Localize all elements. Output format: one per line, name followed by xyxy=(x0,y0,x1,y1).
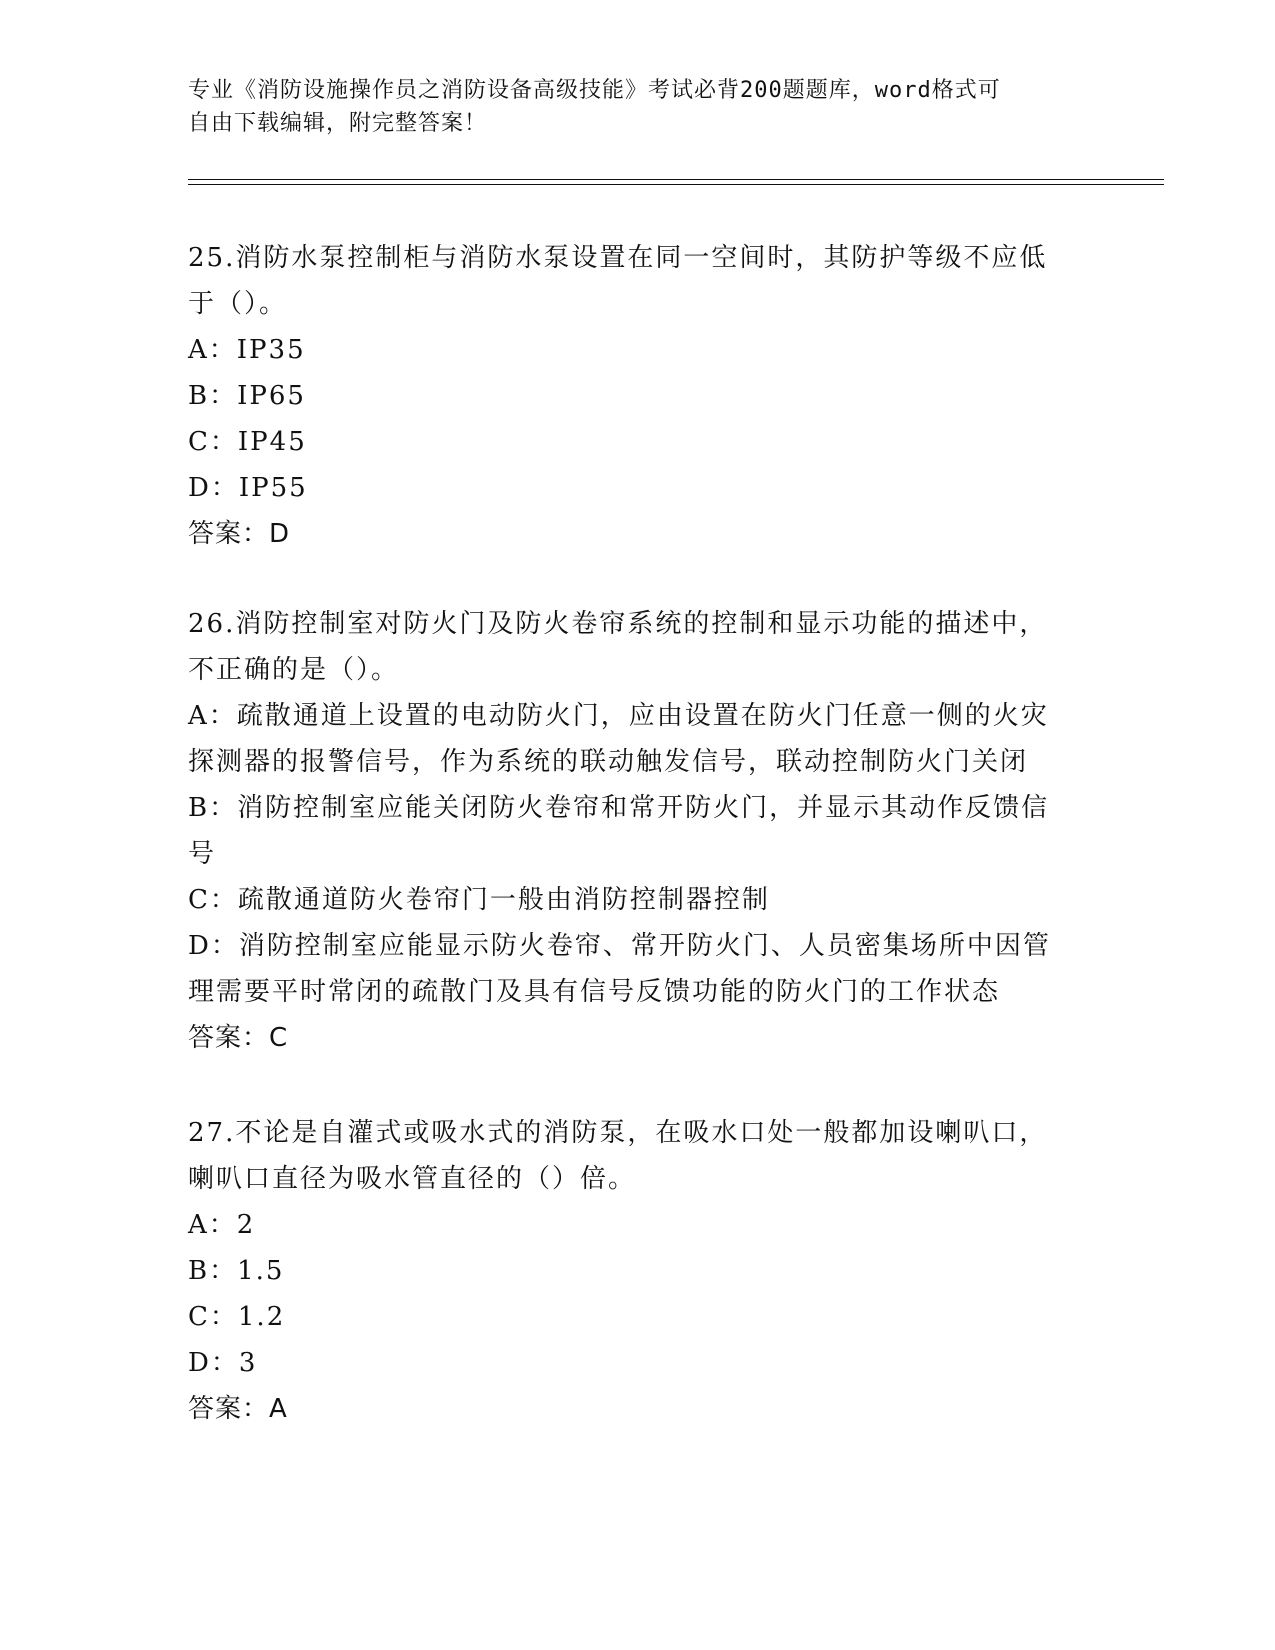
header-divider-bottom xyxy=(188,184,1164,185)
option-d xyxy=(188,465,1088,511)
intro-line-2: 自由下载编辑，附完整答案！ xyxy=(188,111,488,136)
option-d xyxy=(188,923,1088,1015)
question-stem xyxy=(188,235,1088,327)
question-stem xyxy=(188,1110,1088,1202)
question-stem-line: 25.消防水泵控制柜与消防水泵设置在同一空间时，其防护等级不应低 xyxy=(188,243,1048,273)
option-b xyxy=(188,1248,1088,1294)
answer-label: 答案：D xyxy=(188,519,291,549)
option-d xyxy=(188,1340,1088,1386)
option-line: A：疏散通道上设置的电动防火门，应由设置在防火门任意一侧的火灾 xyxy=(188,701,1049,731)
question-26 xyxy=(188,601,1088,1061)
question-27 xyxy=(188,1110,1088,1432)
option-line: 号 xyxy=(188,839,217,869)
question-25 xyxy=(188,235,1088,557)
option-line: B：1.5 xyxy=(188,1256,285,1286)
document-intro xyxy=(188,74,1078,140)
option-line: D：3 xyxy=(188,1348,258,1378)
question-stem-line: 27.不论是自灌式或吸水式的消防泵，在吸水口处一般都加设喇叭口， xyxy=(188,1118,1048,1148)
option-c xyxy=(188,419,1088,465)
option-line: 探测器的报警信号，作为系统的联动触发信号，联动控制防火门关闭 xyxy=(188,747,1029,777)
option-line: C：1.2 xyxy=(188,1302,286,1332)
option-line: A：IP35 xyxy=(188,335,306,365)
option-c xyxy=(188,877,1088,923)
question-stem-line: 喇叭口直径为吸水管直径的（）倍。 xyxy=(188,1164,637,1194)
intro-line-1: 专业《消防设施操作员之消防设备高级技能》考试必背200题题库，word格式可 xyxy=(188,78,1001,103)
header-divider-top xyxy=(188,179,1164,180)
option-a xyxy=(188,693,1088,785)
option-line: D：IP55 xyxy=(188,473,308,503)
option-line: C：IP45 xyxy=(188,427,307,457)
option-a xyxy=(188,1202,1088,1248)
option-a xyxy=(188,327,1088,373)
option-line: D：消防控制室应能显示防火卷帘、常开防火门、人员密集场所中因管 xyxy=(188,931,1051,961)
answer-label: 答案：C xyxy=(188,1023,289,1053)
option-b xyxy=(188,373,1088,419)
option-line: C：疏散通道防火卷帘门一般由消防控制器控制 xyxy=(188,885,770,915)
question-stem-line: 不正确的是（）。 xyxy=(188,655,400,685)
option-line: 理需要平时常闭的疏散门及具有信号反馈功能的防火门的工作状态 xyxy=(188,977,1001,1007)
option-line: A：2 xyxy=(188,1210,256,1240)
answer-label: 答案：A xyxy=(188,1394,288,1424)
option-b xyxy=(188,785,1088,877)
question-stem-line: 26.消防控制室对防火门及防火卷帘系统的控制和显示功能的描述中， xyxy=(188,609,1048,639)
option-line: B：IP65 xyxy=(188,381,306,411)
question-stem-line: 于（）。 xyxy=(188,289,288,319)
option-line: B：消防控制室应能关闭防火卷帘和常开防火门，并显示其动作反馈信 xyxy=(188,793,1050,823)
option-c xyxy=(188,1294,1088,1340)
question-stem xyxy=(188,601,1088,693)
